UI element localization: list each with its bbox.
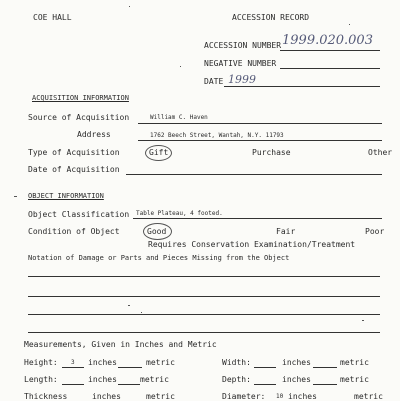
gift-selected-circle (145, 145, 172, 161)
classification-label: Object Classification (28, 210, 130, 219)
damage-line-3[interactable] (28, 314, 380, 315)
date-label: DATE (204, 77, 224, 86)
length-inches-line[interactable] (62, 384, 84, 385)
height-metric-unit: metric (146, 358, 175, 367)
scan-speck (349, 24, 350, 25)
type-option-other[interactable]: Other (368, 148, 393, 157)
good-selected-circle (143, 223, 172, 240)
thickness-metric-unit: metric (146, 392, 175, 401)
type-label: Type of Acquisition (28, 148, 120, 157)
depth-label: Depth: (222, 375, 251, 384)
scan-speck (14, 196, 17, 197)
diameter-metric-unit: metric (354, 392, 383, 401)
width-inches-line[interactable] (254, 367, 276, 368)
width-inches-unit: inches (282, 358, 311, 367)
damage-line-1[interactable] (28, 276, 380, 277)
scan-speck (141, 312, 142, 313)
thickness-label: Thickness (24, 392, 68, 401)
form-title: ACCESSION RECORD (232, 13, 310, 22)
accession-number-line (280, 50, 380, 51)
scan-speck (129, 6, 130, 7)
conservation-note[interactable]: Requires Conservation Examination/Treatment (148, 240, 356, 249)
width-metric-unit: metric (340, 358, 369, 367)
height-label: Height: (24, 358, 58, 367)
damage-label: Notation of Damage or Parts and Pieces Missing from the Object (28, 254, 290, 262)
accession-number-value[interactable]: 1999.020.003 (282, 33, 373, 48)
negative-number-line[interactable] (280, 68, 380, 69)
depth-inches-unit: inches (282, 375, 311, 384)
acquisition-heading: ACQUISITION INFORMATION (32, 94, 129, 102)
org-name: COE HALL (33, 13, 72, 22)
diameter-label: Diameter: (222, 392, 266, 401)
classification-value[interactable]: Table Plateau, 4 footed. (136, 210, 223, 217)
date-line (224, 86, 380, 87)
length-inches-unit: inches (88, 375, 117, 384)
condition-option-good[interactable]: Good (147, 227, 167, 236)
width-label: Width: (222, 358, 251, 367)
type-option-gift[interactable]: Gift (149, 148, 169, 157)
depth-metric-line[interactable] (313, 384, 337, 385)
damage-line-2[interactable] (28, 296, 380, 297)
diameter-inches-unit: inches (288, 392, 317, 401)
height-inches-unit: inches (88, 358, 117, 367)
height-inches-line[interactable] (62, 367, 84, 368)
condition-option-fair[interactable]: Fair (276, 227, 296, 236)
date-value[interactable]: 1999 (228, 73, 256, 86)
measurements-heading: Measurements, Given in Inches and Metric (24, 340, 217, 349)
address-line (138, 140, 382, 141)
address-value[interactable]: 1762 Beech Street, Wantah, N.Y. 11793 (150, 132, 284, 139)
scan-speck (128, 305, 130, 306)
height-metric-line[interactable] (118, 367, 142, 368)
scan-speck (362, 320, 364, 321)
type-option-purchase[interactable]: Purchase (252, 148, 291, 157)
source-line (138, 123, 382, 124)
damage-line-4[interactable] (28, 332, 380, 333)
negative-number-label: NEGATIVE NUMBER (204, 59, 277, 68)
thickness-inches-unit: inches (92, 392, 121, 401)
width-metric-line[interactable] (313, 367, 337, 368)
length-metric-line[interactable] (118, 384, 140, 385)
object-heading: OBJECT INFORMATION (28, 192, 104, 200)
accession-number-label: ACCESSION NUMBER (204, 41, 282, 50)
condition-option-poor[interactable]: Poor (365, 227, 385, 236)
source-value[interactable]: William C. Haven (150, 114, 208, 121)
address-label: Address (77, 130, 111, 139)
condition-label: Condition of Object (28, 227, 120, 236)
acquisition-date-label: Date of Acquisition (28, 165, 120, 174)
diameter-value[interactable]: 10 (276, 393, 284, 400)
classification-line (133, 218, 382, 219)
acquisition-date-line[interactable] (126, 174, 382, 175)
source-label: Source of Acquisition (28, 113, 130, 122)
scan-speck (180, 66, 181, 67)
depth-inches-line[interactable] (254, 384, 276, 385)
length-label: Length: (24, 375, 58, 384)
depth-metric-unit: metric (340, 375, 369, 384)
length-metric-unit: metric (140, 375, 169, 384)
height-value[interactable]: 3 (71, 359, 75, 366)
